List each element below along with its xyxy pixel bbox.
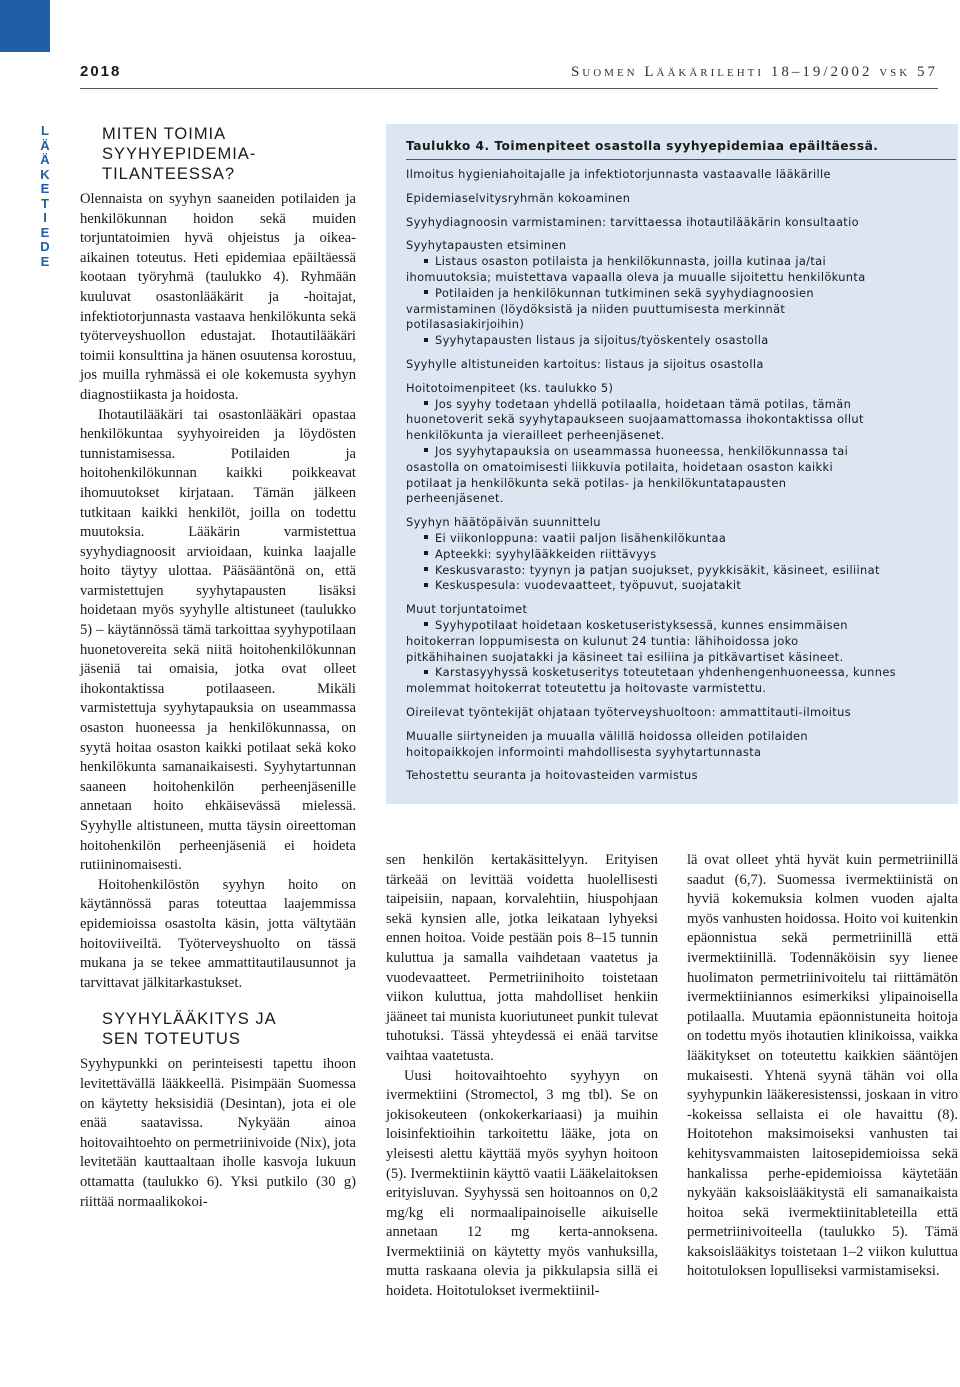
bullet-text: Karstasyyhyssä kosketuseritys toteutetaan yhdenhengenhuoneessa, kunnes xyxy=(435,665,896,680)
table-bullet xyxy=(406,578,954,594)
table-item: Syyhydiagnoosin varmistaminen: tarvittaessa ihotautilääkärin konsultaatio xyxy=(406,214,859,229)
blue-corner-tab xyxy=(0,0,50,52)
section-tag-letter: T xyxy=(41,195,49,211)
table-4-box xyxy=(386,124,958,804)
table-item: Muualle siirtyneiden ja muualla välillä hoidossa olleiden potilaiden xyxy=(406,728,808,743)
bullet-text: Apteekki: syyhylääkkeiden riittävyys xyxy=(435,546,657,561)
bullet-text: Keskuspesula: vuodevaatteet, työpuvut, suojatakit xyxy=(435,578,742,593)
table-bullet-continuation: varmistaminen (löydöksistä ja niiden puuttumisesta merkinnät xyxy=(406,301,786,316)
paragraph: Ihotautilääkäri tai osastonlääkäri opastaa henkilökuntaa syyhyoireiden ja löydösten tunnistamisessa. Potilaiden ja hoitohenkilökunnan kaikki poikkeavat ihomuutokset kirjataan. Tämän jälkeen tutkitaan kaikki henkilöt, joilla on todettu muutoksia. Lääkärin varmistettua syyhydiagnoosit arvioidaan, kuinka laajalle hoito täytyy ulottaa. Pääsääntönä on, että varmistettujen syyhytapausten lisäksi hoidetaan myös syyhylle altistuneet (taulukko 5) – käytännössä tämä tarkoittaa syyhypotilaan huonetovereita sekä niitä hoitohenkilökunnan jäseniä tai omaisia, jotka ovat olleet ihokontaktissa potilaaseen. Mikäli varmistettuja syyhytapauksia on useammassa osaston huoneessa ja henkilökunnassa, on syytä hoitaa osaston kaikki potilaat sekä koko henkilökunta samanaikaisesti. Syyhytartunnan saaneen hoitohenkilön perheenjäsenille annetaan hoito ehkäisevässä mielessä. Syyhylle altistuneen, mutta täysin oireettoman hoitohenkilön perheenjäseniä ei hoideta rutiininomaisesti. xyxy=(80,406,356,874)
table-bullet xyxy=(406,618,954,634)
bullet-square-icon xyxy=(424,259,428,263)
bullet-square-icon xyxy=(424,535,428,539)
section-tag xyxy=(37,124,53,269)
paragraph: lä ovat olleet yhtä hyvät kuin permetriinillä saadut (6,7). Suomessa ivermektiinistä on hyviä kokemuksia kolmen vuoden ajalta myös vanhusten hoidossa. Hoito voi kuitenkin epäonnistua sekä permetriinillä että ivermektiinillä. Todennäköisin syy lienee huolimaton permetriinivoitelu tai riittämätön ivermektiiniannos esimerkiksi ylipainoisella potilaalla. Muutamia epäonnistuneita hoitoja on todettu myös ihotautien klinikoissa, vaikka lääkitykset on toteutettu kaikkien sääntöjen mukaisesti. Yhtenä syynä tähän voi olla syyhypunkin lääkeresistenssi, joskaan in vitro -kokeissa sellaista ei ole havaittu (8). Hoitotehon maksimoiseksi vanhusten tai kehitysvammaisten laitosepidemioissa sekä hankalissa perhe-epidemioissa käytetään nykyään kaksoislääkitystä eli samanaikaista hoitoa sekä ivermektiinitableteilla että permetriinivoiteella (taulukko 5). Tämä kaksoislääkitys toistetaan 1–2 viikon kuluttua hoitotuloksen lopulliseksi varmistamiseksi. xyxy=(687,852,958,1280)
table-item: Muut torjuntatoimet xyxy=(406,602,528,617)
section-heading-medication xyxy=(102,1009,356,1049)
table-item: Tehostettu seuranta ja hoitovasteiden varmistus xyxy=(406,768,698,783)
paragraph: Uusi hoitovaihtoehto syyhyyn on ivermektiini (Stromectol, 3 mg tbl). Se on jokisokeuteen (onkokerkariaasi) ja muihin loisinfektioihin tarkoitettu lääke, jota on yleisesti alettu käyttää myös syyhyn hoitoon (5). Ivermektiinin käyttö vaatii Lääkelaitoksen erityisluvan. Syyhyssä sen hoitoannos on 0,2 mg/kg eli normaalipainoiselle aikuiselle annetaan 12 mg kerta-annoksena. Ivermektiiniä on käytetty myös vanhuksilla, mutta raskaana olevia ja pikkulapsia sillä ei hoideta. Hoitotulokset ivermektiinil- xyxy=(386,1067,658,1300)
bullet-square-icon xyxy=(424,567,428,571)
heading-line: SEN TOTEUTUS xyxy=(102,1030,241,1049)
bullet-square-icon xyxy=(424,583,428,587)
table-bullet xyxy=(406,254,954,270)
article-column-2 xyxy=(386,851,658,1302)
bullet-square-icon xyxy=(424,551,428,555)
table-item: Syyhyn häätöpäivän suunnittelu xyxy=(406,515,601,530)
table-bullet-continuation: henkilökunta ja vierailleet perheenjäsenet. xyxy=(406,428,665,443)
bullet-text: Potilaiden ja henkilökunnan tutkiminen sekä syyhydiagnoosien xyxy=(435,285,814,300)
bullet-square-icon xyxy=(424,290,428,294)
page-number: 2018 xyxy=(80,63,122,80)
table-bullet-continuation: hoitokerran loppumisesta on kulunut 24 tuntia: lähihoidossa joko xyxy=(406,633,799,648)
bullet-text: Jos syyhytapauksia on useammassa huoneessa, henkilökunnassa tai xyxy=(435,443,849,458)
bullet-text: Jos syyhy todetaan yhdellä potilaalla, hoidetaan tämä potilas, tämän xyxy=(435,396,852,411)
bullet-square-icon xyxy=(424,401,428,405)
table-bullet xyxy=(406,444,954,460)
table-item: Syyhytapausten etsiminen xyxy=(406,238,567,253)
bullet-square-icon xyxy=(424,622,428,626)
article-column-1 xyxy=(80,124,356,1212)
section-tag-letter: E xyxy=(40,253,50,269)
table-item: Ilmoitus hygieniahoitajalle ja infektiotorjunnasta vastaavalle lääkärille xyxy=(406,167,831,181)
table-bullet-continuation: potilasasiakirjoihin) xyxy=(406,317,525,332)
table-bullet xyxy=(406,665,954,681)
table-bullet xyxy=(406,286,954,302)
bullet-text: Syyhypotilaat hoidetaan kosketuseristyksessä, kunnes ensimmäisen xyxy=(435,617,848,632)
table-bullet xyxy=(406,563,954,579)
header-rule xyxy=(80,88,938,89)
bullet-text: Keskusvarasto: tyynyn ja patjan suojukset, pyykkisäkit, käsineet, esiliinat xyxy=(435,562,880,577)
table-bullet-continuation: ihomuutoksia; muistettava vapaalla oleva ja muualle sijoitettu henkilökunta xyxy=(406,269,866,284)
heading-line: SYYHYLÄÄKITYS JA xyxy=(102,1010,277,1029)
table-bullet-continuation: huonetoverit sekä syyhytapaukseen suojaamattomassa ihokontaktissa ollut xyxy=(406,412,864,427)
table-bullet xyxy=(406,333,954,349)
table-bullet xyxy=(406,531,954,547)
table-item: Oireilevat työntekijät ohjataan työterveyshuoltoon: ammattitauti-ilmoitus xyxy=(406,704,851,719)
table-bullet-continuation: molemmat hoitokerrat toteutettu ja hoitovaste varmistettu. xyxy=(406,681,767,696)
section-tag-letter: I xyxy=(43,210,47,225)
paragraph: Syyhypunkki on perinteisesti tapettu ihoon levitettävällä lääkkeellä. Pisimpään Suomessa on käytetty heksisidiä (Desintan), jota ei ole enää saatavissa. Nykyään ainoa hoitovaihtoehto on permetriinivoide (Nix), jota levitetään kauttaaltaan iholle kasvoja lukuun ottamatta (taulukko 6). Yksi putkilo (30 g) riittää normaalikokoi- xyxy=(80,1056,356,1210)
heading-line: TILANTEESSA? xyxy=(102,165,236,183)
bullet-text: Syyhytapausten listaus ja sijoitus/työskentely osastolla xyxy=(435,333,769,348)
section-heading-epidemic xyxy=(102,124,356,184)
heading-line: SYYHYEPIDEMIA- xyxy=(102,145,257,163)
section-tag-letter: Ä xyxy=(40,137,50,153)
bullet-square-icon xyxy=(424,338,428,342)
table-item-continuation: hoitopaikkojen informointi mahdollisesta syyhytartunnasta xyxy=(406,744,762,759)
section-tag-letter: E xyxy=(40,224,50,240)
table-list xyxy=(406,167,954,784)
journal-issue-header: Suomen Lääkärilehti 18–19/2002 vsk 57 xyxy=(570,64,938,80)
table-bullet xyxy=(406,397,954,413)
bullet-text: Ei viikonloppuna: vaatii paljon lisähenkilökuntaa xyxy=(435,530,727,545)
table-title-rule xyxy=(406,159,956,160)
paragraph: Olennaista on syyhyn saaneiden potilaiden ja henkilökunnan hoidon sekä muiden torjuntatoimien hyvä ohjeistus ja oikea-aikainen toteutus. Heti epidemiaa epäiltäessä kootaan työryhmä (taulukko 4). Ryhmään kuuluvat osastonlääkärit ja -hoitajat, infektiotorjunnasta vastaava henkilökunta sekä työterveyshuollon edustajat. Ihotautilääkäri toimii konsulttina ja hänen osuutensa korostuu, jos muilla ryhmässä ei ole kokemusta syyhyn diagnostiikasta ja hoidosta. xyxy=(80,191,356,403)
table-item: Syyhylle altistuneiden kartoitus: listaus ja sijoitus osastolla xyxy=(406,356,764,371)
table-item: Hoitotoimenpiteet (ks. taulukko 5) xyxy=(406,380,614,395)
section-tag-letter: E xyxy=(40,181,50,196)
heading-line: MITEN TOIMIA xyxy=(102,125,227,143)
bullet-text: Listaus osaston potilaista ja henkilökunnasta, joilla kutinaa ja/tai xyxy=(435,254,827,269)
section-tag-letter: D xyxy=(40,239,50,254)
section-tag-letter: K xyxy=(40,166,50,182)
bullet-square-icon xyxy=(424,670,428,674)
section-tag-letter: L xyxy=(41,123,49,138)
table-bullet-continuation: potilaat ja henkilökunta sekä potilas- ja henkilökuntatapausten xyxy=(406,475,787,490)
table-bullet xyxy=(406,547,954,563)
bullet-square-icon xyxy=(424,448,428,452)
table-bullet-continuation: pitkähihainen suojatakki ja käsineet tai esiliina ja pitkävartiset käsineet. xyxy=(406,649,844,664)
paragraph: sen henkilön kertakäsittelyyn. Erityisen tärkeää on levittää voidetta huolellisesti taipeisiin, napaan, korvalehtiin, hiuspohjaan sekä kynsien alle, jotka leikataan lyhyeksi ennen hoitoa. Voide pestään pois 8–15 tunnin kuluttua ja samalla vaihdetaan vaatetus ja vuodevaatteet. Permetriinihoito toistetaan viikon kuluttua, jotta mahdolliset henkiin jääneet tai munista kuoriutuneet punkit tulevat tuhotuksi. Tässä yhteydessä ei enää tarvitse vaihtaa vaatetusta. xyxy=(386,852,658,1064)
article-column-3 xyxy=(687,851,958,1282)
paragraph: Hoitohenkilöstön syyhyn hoito on käytännössä paras toteuttaa laajemmissa epidemioissa osastolta käsin, jotta vältytään hoitoviiveiltä. Työterveyshuolto on tässä mukana ja se tekee ammattitautilausunnot ja tarvittavat jälkitarkastukset. xyxy=(80,876,356,991)
table-bullet-continuation: osastolla on omatoimisesti liikkuvia potilaita, hoidetaan osaston kaikki xyxy=(406,459,833,474)
table-title: Taulukko 4. Toimenpiteet osastolla syyhyepidemiaa epäiltäessä. xyxy=(406,139,879,153)
section-tag-letter: Ä xyxy=(40,152,50,167)
table-item: Epidemiaselvitysryhmän kokoaminen xyxy=(406,190,631,205)
table-bullet-continuation: perheenjäsenet. xyxy=(406,491,504,506)
